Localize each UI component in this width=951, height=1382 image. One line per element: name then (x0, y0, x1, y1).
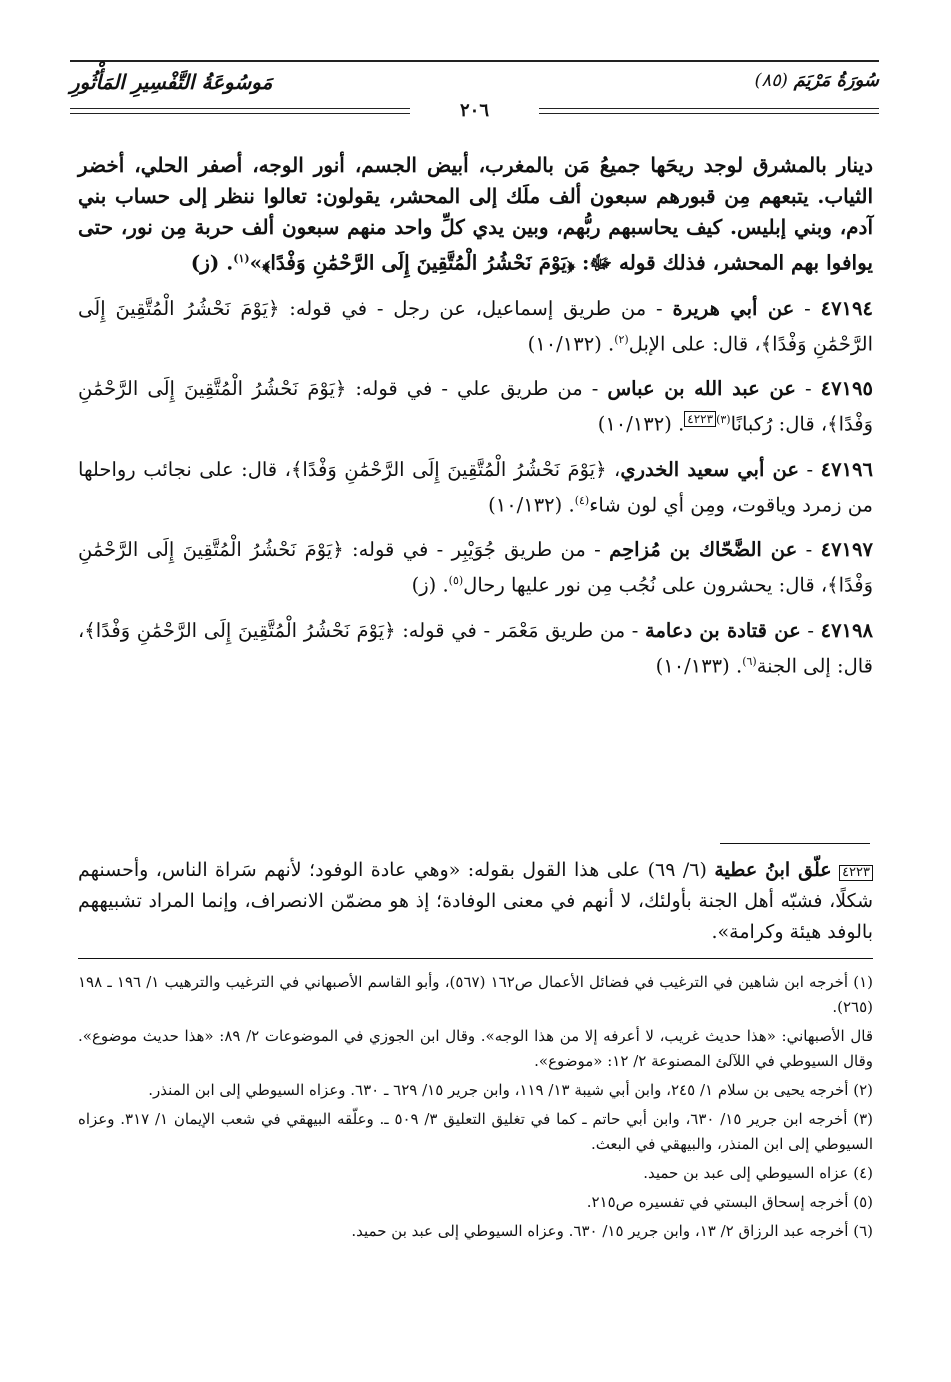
quran-quote: ﴿يَوْمَ نَحْشُرُ الْمُتَّقِينَ إِلَى الرَّحْمَٰنِ وَفْدًا﴾ (78, 296, 873, 356)
dash: - (798, 457, 821, 481)
narration-number: ٤٧١٩٧ (820, 538, 873, 562)
narration-entry (78, 293, 873, 360)
narration-chain: - من طريق علي - في قوله: (346, 377, 608, 401)
commentary-box (78, 855, 873, 948)
intro-text: دينار بالمشرق لوجد ريحَها جميعُ مَن بالمغرب، أبيض الجسم، أنور الوجه، أصفر الحلي، أخضر الثياب. يتبعهم مِن قبورهم سبعون ألف ملَك إلى المحشر، يقولون: تعالوا ننظر إلى حساب بني آدم، وبني إبليس. كيف يحاسبهم ربُّهم، وبين يدي كلِّ واحد منهم سبعون ألف حربة مِن نور، حتى يوافوا بهم المحشر، فذلك قوله ﷻ: (78, 153, 873, 275)
footnote: (٢) أخرجه يحيى بن سلام ١/ ٢٤٥، وابن أبي شيبة ١٣/ ١١٩، وابن جرير ١٥/ ٦٢٩ ـ ٦٣٠. وعزاه السيوطي إلى ابن المنذر. (148, 1081, 873, 1099)
source-marker: . (١٠/١٣٢) (527, 332, 615, 356)
narration-chain: - من طريق مَعْمَر - في قوله: (395, 618, 646, 642)
footnote-ref: (٢) (614, 332, 629, 346)
narration-number: ٤٧١٩٦ (820, 457, 873, 481)
footnote: (٤) عزاه السيوطي إلى عبد بن حميد. (643, 1164, 873, 1182)
footnote-ref: (٥) (448, 574, 464, 588)
verse-number: (٨٥) (754, 70, 788, 91)
footnote-ref: (٤) (574, 493, 590, 507)
narrator-name: عن أبي هريرة (672, 296, 795, 320)
footnote: (٣) أخرجه ابن جرير ١٥/ ٦٣٠، وابن أبي حاتم ـ كما في تغليق التعليق ٣/ ٥٠٩ ـ. وعلّقه البيهقي في شعب الإيمان ١/ ٣١٧. وعزاه السيوطي إلى ابن المنذر، والبيهقي في البعث. (78, 1110, 873, 1153)
narration-saying: ، قال: رُكبانًا (730, 412, 828, 436)
narration-saying: ، قال: يحشرون على نُجُب مِن نور عليها رحال (463, 573, 828, 597)
footnote: (٥) أخرجه إسحاق البستي في تفسيره ص٢١٥. (586, 1193, 873, 1211)
narration-entry (78, 534, 873, 601)
narration-entry (78, 373, 873, 440)
narration-chain: - من طريق إسماعيل، عن رجل - في قوله: (279, 296, 673, 320)
source-marker: . (١٠/١٣٢) (488, 493, 575, 517)
main-text (78, 150, 873, 681)
footnote: (٦) أخرجه عبد الرزاق ٢/ ١٣، وابن جرير ١٥/ ٦٣٠. وعزاه السيوطي إلى عبد بن حميد. (351, 1222, 873, 1240)
footnote: قال الأصبهاني: «هذا حديث غريب، لا أعرفه إلا من هذا الوجه». وقال ابن الجوزي في الموضوعات ٢/ ٨٩: «هذا حديث موضوع». وقال السيوطي في اللآلئ المصنوعة ٢/ ١٢: «موضوع». (78, 1027, 874, 1070)
narration-number: ٤٧١٩٥ (820, 377, 873, 401)
source-marker: . (ز) (190, 250, 234, 275)
comment-separator (720, 843, 870, 844)
source-marker: . (١٠/١٣٣) (655, 654, 743, 678)
surah-heading (755, 70, 879, 91)
commentary-number: ٤٢٢٣ (839, 865, 873, 881)
narration-list (78, 293, 873, 682)
narration-number: ٤٧١٩٤ (820, 296, 873, 320)
footnote: (١) أخرجه ابن شاهين في الترغيب في فضائل الأعمال ص١٦٢ (٥٦٧)، وأبو القاسم الأصبهاني في الترغيب والترهيب ١/ ١٩٦ ـ ١٩٨ (٢٦٥). (78, 973, 873, 1016)
footnotes-separator (78, 958, 873, 959)
dash: - (797, 538, 821, 562)
narrator-name: عن عبد الله بن عباس (607, 377, 796, 401)
commentator-name: علّق ابنُ عطية (714, 859, 832, 881)
footnotes (78, 970, 873, 1248)
footnote-ref: (٦) (742, 654, 757, 668)
quran-quote: ﴿يَوْمَ نَحْشُرُ الْمُتَّقِينَ إِلَى الرَّحْمَٰنِ وَفْدًا﴾ (84, 618, 396, 642)
footnote-ref: (٣) (716, 413, 731, 427)
narration-saying: ، قال: إلى الجنة (78, 618, 873, 678)
narrator-name: عن أبي سعيد الخدري (620, 457, 799, 481)
dash: - (800, 618, 821, 642)
surah-name: سُورَةُ مَرْيَمَ (793, 70, 879, 91)
narration-entry (78, 615, 873, 682)
dash: - (794, 296, 821, 320)
narration-chain: - من طريق جُوَيْبِر - في قوله: (343, 538, 610, 562)
narration-entry (78, 454, 873, 521)
book-title: مَوسُوعَةُ التَّفْسِيرِ المَأْثُورِ (70, 70, 273, 94)
commentary-text: (٦/ ٦٩) على هذا القول بقوله: «وهي عادة الوفود؛ لأنهم سَراة الناس، وأحسنهم شكلًا، فشبّه أهل الجنة بأولئك، لا أنهم في معنى الوفادة؛ إذ هو مضمّن الانصراف، وإنما المراد تشبيههم بالوفد هيئة وكرامة». (78, 859, 873, 943)
narration-number: ٤٧١٩٨ (820, 618, 873, 642)
page-number: ٢٠٦ (459, 100, 489, 121)
page-header (70, 60, 879, 120)
narration-chain: ، (606, 457, 621, 481)
narration-saying: ، قال: على الإبل (628, 332, 761, 356)
dash: - (795, 377, 821, 401)
quran-quote: ﴿يَوْمَ نَحْشُرُ الْمُتَّقِينَ إِلَى الرَّحْمَٰنِ وَفْدًا﴾ (78, 538, 873, 597)
quran-quote: ﴿يَوْمَ نَحْشُرُ الْمُتَّقِينَ إِلَى الرَّحْمَٰنِ وَفْدًا﴾ (290, 457, 607, 481)
quran-quote: ﴿يَوْمَ نَحْشُرُ الْمُتَّقِينَ إِلَى الرَّحْمَٰنِ وَفْدًا﴾ (78, 377, 873, 436)
narrator-name: عن الضَّحّاك بن مُزاحِم (609, 538, 798, 562)
narration-saying: ، قال: على نجائب رواحلها من زمرد وياقوت، ومِن أي لون شاء (78, 457, 873, 517)
header-top-rule (70, 60, 879, 62)
footnote-ref: (١) (233, 252, 250, 265)
narrator-name: عن قتادة بن دعامة (645, 618, 801, 642)
source-marker: . (١٠/١٣٢) (597, 412, 685, 436)
source-marker: . (ز) (411, 573, 449, 597)
commentary-link: ٤٢٢٣ (684, 411, 716, 427)
intro-paragraph (78, 150, 873, 279)
quran-quote: ﴿يَوْمَ نَحْشُرُ الْمُتَّقِينَ إِلَى الرَّحْمَٰنِ وَفْدًا﴾» (249, 250, 576, 275)
